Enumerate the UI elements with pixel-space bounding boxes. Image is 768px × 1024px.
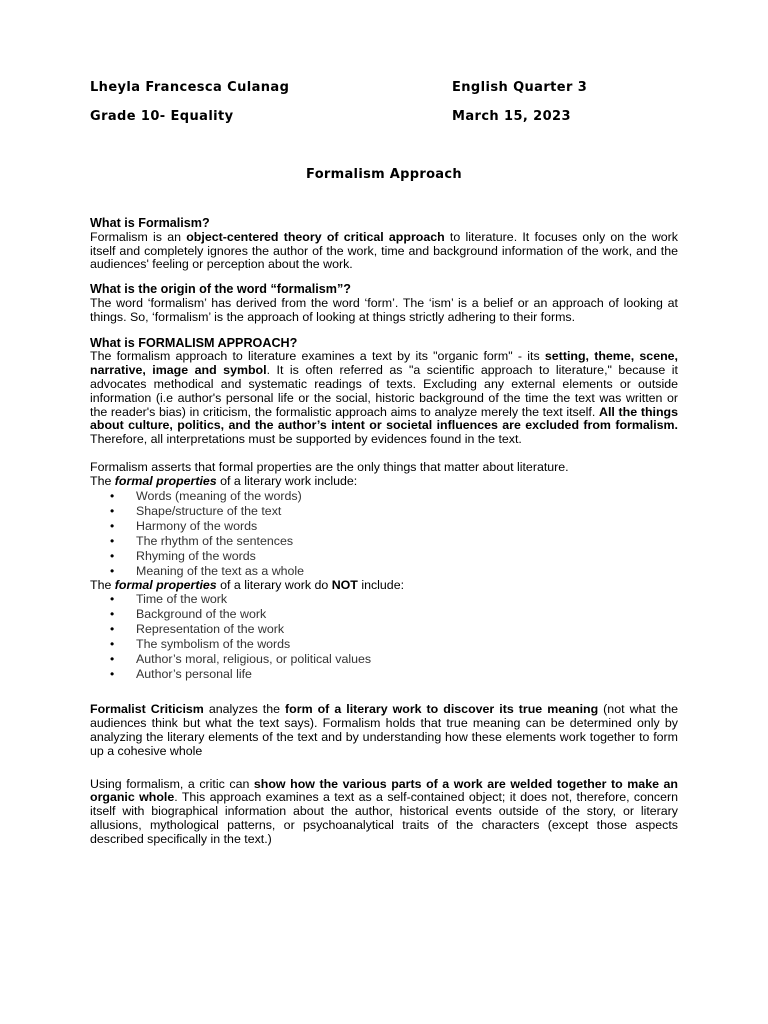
paragraph-origin: The word ‘formalism’ has derived from the word ‘form’. The ‘ism’ is a belief or an approach of looking at things. So, ‘formalism’ is the approach of looking at things strictly adhering to their forms. <box>90 295 678 324</box>
document-body <box>90 217 678 847</box>
heading-what-is-formalism: What is Formalism? <box>90 216 210 230</box>
bullet-icon: • <box>110 488 115 503</box>
list-item: • The symbolism of the words <box>110 637 291 652</box>
bullet-icon: • <box>110 622 115 637</box>
paragraph-assertion: Formalism asserts that formal properties are the only things that matter about literature. <box>90 459 569 474</box>
heading-origin-of-word: What is the origin of the word “formalism”? <box>90 282 351 297</box>
bullet-icon: • <box>110 607 115 622</box>
list-item: • Background of the work <box>110 607 267 622</box>
exclude-intro: The formal properties of a literary work do NOT include: <box>90 577 405 592</box>
bullet-icon: • <box>110 667 115 682</box>
paragraph-critic-usage: Using formalism, a critic can show how the various parts of a work are welded together to make an organic whole. This approach examines a text as a self-contained object; it does not, therefore, concern itself with biographical information about the author, historical events outside of the story, or literary allusions, mythological patterns, or psychoanalytical traits of the characters (except those aspects described specifically in the text.) <box>90 776 678 846</box>
list-item: • Representation of the work <box>110 622 285 637</box>
list-item: • Words (meaning of the words) <box>110 488 302 503</box>
bullet-icon: • <box>110 503 115 518</box>
list-item: • Harmony of the words <box>110 518 258 533</box>
bullet-icon: • <box>110 637 115 652</box>
document-date: March 15, 2023 <box>452 109 571 124</box>
grade-section: Grade 10- Equality <box>90 109 234 124</box>
list-item: • Author’s moral, religious, or political values <box>110 652 372 667</box>
bullet-icon: • <box>110 652 115 667</box>
bullet-icon: • <box>110 518 115 533</box>
list-item: • Meaning of the text as a whole <box>110 563 305 578</box>
paragraph-formalist-criticism: Formalist Criticism analyzes the form of a literary work to discover its true meaning (not what the audiences think but what the text says). Formalism holds that true meaning can be determined only by analyzing the literary elements of the text and by understanding how these elements work together to form up a cohesive whole <box>90 702 678 758</box>
document-title: Formalism Approach <box>306 167 462 182</box>
include-list <box>90 489 678 579</box>
list-item: • Author’s personal life <box>110 667 252 682</box>
paragraph-formalism-definition: Formalism is an object-centered theory of critical approach to literature. It focuses only on the work itself and completely ignores the author of the work, time and background information of the work, and the audiences' feeling or perception about the work. <box>90 229 678 272</box>
bullet-icon: • <box>110 533 115 548</box>
bullet-icon: • <box>110 563 115 578</box>
exclude-list <box>90 592 678 682</box>
student-name: Lheyla Francesca Culanag <box>90 80 290 95</box>
include-intro: The formal properties of a literary work include: <box>90 473 358 488</box>
heading-formalism-approach: What is FORMALISM APPROACH? <box>90 335 298 350</box>
list-item: • Rhyming of the words <box>110 548 256 563</box>
subject-label: English Quarter 3 <box>452 80 588 95</box>
paragraph-formalism-approach: The formalism approach to literature examines a text by its "organic form" - its setting, theme, scene, narrative, image and symbol. It is often referred as "a scientific approach to literature," because it advocates methodical and systematic readings of texts. Excluding any external elements or outside information (i.e author's personal life or the social, historic background of the time the text was written or the reader's bias) in criticism, the formalistic approach aims to analyze merely the text itself. All the things about culture, politics, and the author’s intent or societal influences are excluded from formalism. Therefore, all interpretations must be supported by evidences found in the text. <box>90 349 678 447</box>
list-item: • Time of the work <box>110 592 228 607</box>
list-item: • Shape/structure of the text <box>110 503 282 518</box>
bullet-icon: • <box>110 592 115 607</box>
bullet-icon: • <box>110 548 115 563</box>
list-item: • The rhythm of the sentences <box>110 533 294 548</box>
